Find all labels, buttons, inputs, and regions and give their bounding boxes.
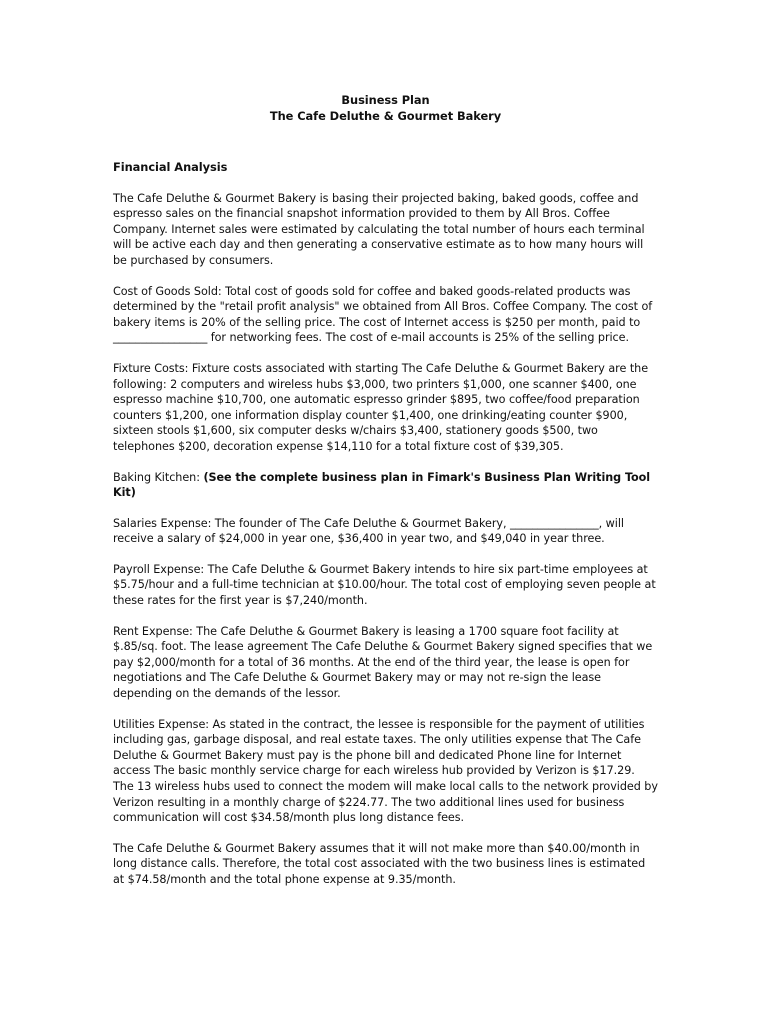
paragraph-rent-expense: Rent Expense: The Cafe Deluthe & Gourmet Bakery is leasing a 1700 square foot facility at $.85/sq. foot. The lease agreement The Cafe Deluthe & Gourmet Bakery signed specifies that we pay $2,000/month for a total of 36 months. At the end of the third year, the lease is open for negotiations and The Cafe Deluthe & Gourmet Bakery may or may not re-sign the lease depending on the demands of the lessor. [113,624,653,701]
document-body [113,92,658,903]
baking-kitchen-note: (See the complete business plan in Fimark's Business Plan Writing Tool Kit) [113,470,651,500]
document-title: Business Plan [341,93,430,107]
paragraph-cost-of-goods-sold: Cost of Goods Sold: Total cost of goods sold for coffee and baked goods-related products was determined by the "retail profit analysis" we obtained from All Bros. Coffee Company. The cost of bakery items is 20% of the selling price. The cost of Internet access is $250 per month, paid to _________________ for networking fees. The cost of e-mail accounts is 25% of the selling price. [113,284,653,345]
paragraph-long-distance: The Cafe Deluthe & Gourmet Bakery assumes that it will not make more than $40.00/month in long distance calls. Therefore, the total cost associated with the two business lines is estimated at $74.58/month and the total phone expense at 9.35/month. [113,841,646,886]
document-subtitle: The Cafe Deluthe & Gourmet Bakery [269,109,502,123]
paragraph-fixture-costs: Fixture Costs: Fixture costs associated with starting The Cafe Deluthe & Gourmet Bakery are the following: 2 computers and wireless hubs $3,000, two printers $1,000, one scanner $400, one espresso machine $10,700, one automatic espresso grinder $895, two coffee/food preparation counters $1,200, one information display counter $1,400, one drinking/eating counter $900, sixteen stools $1,600, six computer desks w/chairs $3,400, stationery goods $500, two telephones $200, decoration expense $14,110 for a total fixture cost of $39,305. [113,361,649,453]
paragraph-baking-kitchen [113,470,658,501]
paragraph-payroll-expense: Payroll Expense: The Cafe Deluthe & Gourmet Bakery intends to hire six part-time employees at $5.75/hour and a full-time technician at $10.00/hour. The total cost of employing seven people at these rates for the first year is $7,240/month. [113,562,656,608]
title-block [113,92,658,124]
section-heading-financial-analysis: Financial Analysis [113,160,228,174]
baking-kitchen-label: Baking Kitchen: [113,470,204,484]
paragraph-utilities-expense: Utilities Expense: As stated in the contract, the lessee is responsible for the payment of utilities including gas, garbage disposal, and real estate taxes. The only utilities expense that The Cafe Deluthe & Gourmet Bakery must pay is the phone bill and dedicated Phone line for Internet access The basic monthly service charge for each wireless hub provided by Verizon is $17.29. The 13 wireless hubs used to connect the modem will make local calls to the network provided by Verizon resulting in a monthly charge of $224.77. The two additional lines used for business communication will cost $34.58/month plus long distance fees. [113,717,658,825]
paragraph-intro: The Cafe Deluthe & Gourmet Bakery is basing their projected baking, baked goods, coffee and espresso sales on the financial snapshot information provided to them by All Bros. Coffee Company. Internet sales were estimated by calculating the total number of hours each terminal will be active each day and then generating a conservative estimate as to how many hours will be purchased by consumers. [113,191,645,267]
paragraph-salaries-expense: Salaries Expense: The founder of The Cafe Deluthe & Gourmet Bakery, ________________, will receive a salary of $24,000 in year one, $36,400 in year two, and $49,040 in year three. [113,516,624,546]
